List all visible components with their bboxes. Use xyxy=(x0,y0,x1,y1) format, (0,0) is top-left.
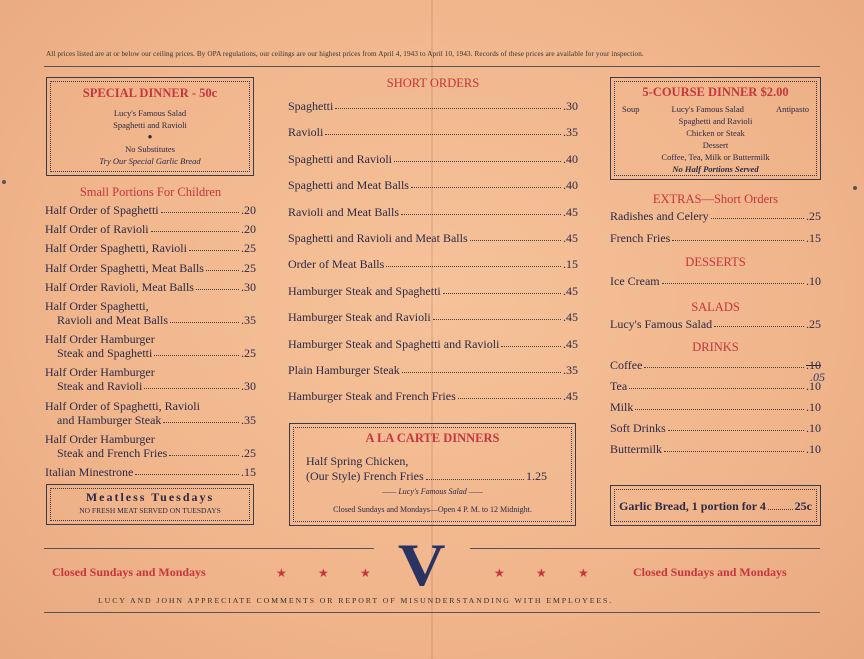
leader-dots xyxy=(206,270,239,271)
menu-item xyxy=(288,205,578,219)
star-icon: ★ xyxy=(276,566,287,580)
menu-item-price: .25 xyxy=(241,445,256,460)
menu-item xyxy=(288,337,578,351)
menu-item-price: .40 xyxy=(563,178,578,193)
menu-item-label: Half Order Spaghetti, Meat Balls xyxy=(45,260,204,275)
footer-message: LUCY AND JOHN APPRECIATE COMMENTS OR REPORT OF MISUNDERSTANDING WITH EMPLOYEES. xyxy=(98,596,614,605)
menu-item-label: Half Order Spaghetti, Ravioli xyxy=(45,241,187,256)
edge-mark-right xyxy=(853,186,857,190)
menu-item-price: .10 xyxy=(806,379,821,393)
leader-dots xyxy=(714,326,804,327)
menu-item xyxy=(45,432,256,460)
menu-item-price: .20 xyxy=(241,222,256,237)
menu-item xyxy=(610,442,821,456)
menu-item-price: .15 xyxy=(806,231,821,245)
meatless-box xyxy=(46,484,254,525)
menu-item xyxy=(45,280,256,294)
leader-dots xyxy=(635,409,804,410)
menu-item-label: Tea xyxy=(610,379,628,393)
star-icon: ★ xyxy=(494,566,505,580)
victory-v-mark: V xyxy=(397,532,446,598)
leader-dots xyxy=(163,422,239,423)
menu-item-label: Ravioli and Meat Balls xyxy=(288,204,399,219)
menu-item-label: Spaghetti xyxy=(288,99,334,113)
meatless-sub: NO FRESH MEAT SERVED ON TUESDAYS xyxy=(79,506,221,515)
footer-rule-bottom xyxy=(44,612,820,613)
salads-heading: SALADS xyxy=(691,300,740,314)
dash-left: —— xyxy=(382,487,397,496)
menu-item xyxy=(288,231,578,245)
footer-rule-right xyxy=(470,548,820,549)
five-course-box xyxy=(610,77,821,180)
menu-item xyxy=(288,152,578,166)
menu-item-label: Spaghetti and Ravioli xyxy=(288,151,392,166)
menu-item-price: .45 xyxy=(563,336,578,351)
five-course-line4: Dessert xyxy=(702,140,729,150)
menu-item xyxy=(45,241,256,255)
menu-item-price: .45 xyxy=(563,283,578,298)
menu-item-label: Steak and French Fries xyxy=(57,445,168,460)
menu-item xyxy=(288,257,578,271)
opa-notice: All prices listed are at or below our ceiling prices. By OPA regulations, our ceilings are our highest prices from April 4, 1943 to April 10, 1943. Records of these prices are available for your inspection. xyxy=(46,50,644,58)
menu-item-label: Half Order of Spaghetti xyxy=(45,203,159,217)
menu-item xyxy=(610,358,821,372)
leader-dots xyxy=(401,214,561,215)
menu-item-price: .15 xyxy=(563,257,578,272)
menu-item xyxy=(45,365,256,393)
menu-item-label-line1: Half Order Hamburger xyxy=(45,431,155,446)
menu-item-price: .10 xyxy=(806,274,821,288)
alacarte-price: 1.25 xyxy=(526,469,547,483)
menu-item-price: .25 xyxy=(241,241,256,256)
menu-item-price: .45 xyxy=(563,230,578,245)
menu-item-price: .40 xyxy=(563,151,578,166)
five-course-title: 5-COURSE DINNER $2.00 xyxy=(642,85,789,99)
garlic-bread-item xyxy=(619,499,812,514)
leader-dots xyxy=(433,319,561,320)
five-course-line5: Coffee, Tea, Milk or Buttermilk xyxy=(661,152,770,162)
menu-item-label: Radishes and Celery xyxy=(610,209,709,223)
menu-item xyxy=(45,465,256,479)
edge-mark-left xyxy=(2,180,6,184)
alacarte-label: (Our Style) French Fries xyxy=(306,469,424,483)
five-course-line2: Spaghetti and Ravioli xyxy=(678,116,753,126)
menu-item-line2 xyxy=(45,313,256,327)
handwritten-price-note: .05 xyxy=(810,370,825,384)
leader-dots xyxy=(154,355,239,356)
menu-item-price: .25 xyxy=(241,260,256,275)
menu-item xyxy=(45,299,256,327)
menu-item-label: Soft Drinks xyxy=(610,421,666,435)
menu-item-label-line1: Half Order of Spaghetti, Ravioli xyxy=(45,398,200,413)
menu-item-price: .45 xyxy=(563,389,578,404)
menu-item xyxy=(45,203,256,217)
top-rule xyxy=(44,66,820,67)
leader-dots xyxy=(169,455,239,456)
menu-item xyxy=(288,363,578,377)
menu-item-line2 xyxy=(45,446,256,460)
menu-item-price: .35 xyxy=(563,125,578,140)
short-orders-section xyxy=(288,76,578,416)
leader-dots xyxy=(768,509,793,510)
children-heading: Small Portions For Children xyxy=(79,185,222,199)
menu-item-price: .20 xyxy=(241,203,256,217)
leader-dots xyxy=(394,161,561,162)
menu-item-label: Plain Hamburger Steak xyxy=(288,362,400,377)
leader-dots xyxy=(470,240,561,241)
meatless-title: Meatless Tuesdays xyxy=(85,490,215,504)
menu-item-label: Ravioli and Meat Balls xyxy=(57,312,168,327)
leader-dots xyxy=(135,474,239,475)
leader-dots xyxy=(426,479,524,480)
short-orders-heading: SHORT ORDERS xyxy=(386,76,480,90)
menu-item-price: .35 xyxy=(241,312,256,327)
garlic-bread-price: 25c xyxy=(794,499,812,513)
alacarte-hours: Closed Sundays and Mondays—Open 4 P. M. to 12 Midnight. xyxy=(333,505,532,514)
menu-item-label: Coffee xyxy=(610,358,643,372)
menu-item-label: Hamburger Steak and Spaghetti and Ravioli xyxy=(288,336,500,351)
right-column xyxy=(610,192,821,463)
menu-item-label: Steak and Spaghetti xyxy=(57,346,153,361)
leader-dots xyxy=(458,398,561,399)
menu-item-price: .10 xyxy=(806,400,821,414)
menu-item-price: .30 xyxy=(563,99,578,113)
alacarte-box xyxy=(289,423,576,526)
menu-item xyxy=(610,421,821,435)
leader-dots xyxy=(161,212,239,213)
footer-rule-left xyxy=(44,548,374,549)
leader-dots xyxy=(196,289,239,290)
menu-item-label: and Hamburger Steak xyxy=(57,412,162,427)
leader-dots xyxy=(644,367,804,368)
menu-item-label: Ice Cream xyxy=(610,274,660,288)
star-icon: ★ xyxy=(536,566,547,580)
menu-item xyxy=(288,310,578,324)
bullet-icon: ● xyxy=(147,132,153,141)
menu-item-price: .35 xyxy=(241,412,256,427)
menu-item-label: Hamburger Steak and Ravioli xyxy=(288,310,431,325)
menu-item xyxy=(610,209,821,223)
menu-item-label: Milk xyxy=(610,400,634,414)
menu-item-label: French Fries xyxy=(610,231,671,245)
closed-notice-right: Closed Sundays and Mondays xyxy=(633,565,787,579)
special-line4: Try Our Special Garlic Bread xyxy=(99,156,201,166)
five-course-salad: Lucy's Famous Salad xyxy=(671,104,744,114)
leader-dots xyxy=(662,283,804,284)
menu-item xyxy=(610,400,821,414)
drinks-heading: DRINKS xyxy=(692,340,739,354)
menu-item xyxy=(288,178,578,192)
menu-item-label: Hamburger Steak and Spaghetti xyxy=(288,283,441,298)
menu-item-label: Spaghetti and Meat Balls xyxy=(288,178,409,193)
leader-dots xyxy=(189,250,239,251)
menu-item-line2 xyxy=(45,413,256,427)
menu-item-label: Half Order of Ravioli xyxy=(45,222,149,237)
leader-dots xyxy=(144,388,239,389)
menu-item xyxy=(288,125,578,139)
leader-dots xyxy=(170,322,239,323)
menu-item-label: Buttermilk xyxy=(610,442,662,456)
menu-item-label: Order of Meat Balls xyxy=(288,257,385,272)
leader-dots xyxy=(151,231,239,232)
menu-item xyxy=(45,222,256,236)
menu-item-label: Lucy's Famous Salad xyxy=(610,317,713,331)
dash-right: —— xyxy=(468,487,483,496)
five-course-line1 xyxy=(611,103,820,115)
menu-item-label-line1: Half Order Hamburger xyxy=(45,332,155,347)
leader-dots xyxy=(629,388,804,389)
menu-item-price: .35 xyxy=(563,362,578,377)
leader-dots xyxy=(672,240,804,241)
leader-dots xyxy=(668,430,804,431)
menu-item xyxy=(288,99,578,113)
menu-item xyxy=(288,389,578,403)
alacarte-salad: Lucy's Famous Salad xyxy=(398,487,467,496)
menu-item xyxy=(288,284,578,298)
five-course-line6: No Half Portions Served xyxy=(672,164,759,174)
five-course-soup: Soup xyxy=(622,104,640,114)
menu-item xyxy=(45,332,256,360)
menu-item-price: .10 xyxy=(806,358,821,372)
menu-item xyxy=(610,317,821,331)
menu-item-price: .25 xyxy=(806,209,821,223)
alacarte-salad-line xyxy=(302,486,563,498)
menu-item-label-line1: Half Order Spaghetti, xyxy=(45,298,149,313)
menu-item-line2 xyxy=(45,346,256,360)
leader-dots xyxy=(335,108,561,109)
leader-dots xyxy=(386,266,561,267)
menu-item xyxy=(610,274,821,288)
menu-item-label: Ravioli xyxy=(288,125,324,140)
menu-item xyxy=(45,261,256,275)
menu-item xyxy=(610,231,821,245)
closed-notice-left: Closed Sundays and Mondays xyxy=(52,565,206,579)
garlic-bread-box xyxy=(610,485,821,526)
star-icon: ★ xyxy=(360,566,371,580)
menu-item-price: .45 xyxy=(563,204,578,219)
special-dinner-title: SPECIAL DINNER - 50c xyxy=(82,86,218,100)
alacarte-title: A LA CARTE DINNERS xyxy=(365,431,500,445)
menu-item xyxy=(610,379,821,393)
children-section xyxy=(45,185,256,484)
leader-dots xyxy=(411,187,561,188)
menu-item-label: Steak and Ravioli xyxy=(57,379,143,394)
special-line1: Lucy's Famous Salad xyxy=(113,108,187,118)
alacarte-item xyxy=(302,469,563,484)
extras-heading: EXTRAS—Short Orders xyxy=(652,192,779,206)
menu-item-price: .45 xyxy=(563,310,578,325)
menu-item-line2 xyxy=(45,379,256,393)
star-icon: ★ xyxy=(578,566,589,580)
menu-item-label-line1: Half Order Hamburger xyxy=(45,365,155,380)
alacarte-line1: Half Spring Chicken, xyxy=(306,454,409,468)
menu-item-label: Spaghetti and Ravioli and Meat Balls xyxy=(288,230,468,245)
five-course-line3: Chicken or Steak xyxy=(686,128,745,138)
menu-item-label: Italian Minestrone xyxy=(45,464,134,479)
menu-item-price: .15 xyxy=(241,464,256,479)
leader-dots xyxy=(501,346,561,347)
menu-item-label: Hamburger Steak and French Fries xyxy=(288,389,456,404)
special-line2: Spaghetti and Ravioli xyxy=(113,120,187,130)
leader-dots xyxy=(325,134,561,135)
leader-dots xyxy=(443,293,561,294)
menu-item-price: .25 xyxy=(806,317,821,331)
menu-item-price: .30 xyxy=(241,379,256,394)
leader-dots xyxy=(711,218,804,219)
menu-item-price: .10 xyxy=(806,442,821,456)
special-dinner-box xyxy=(46,77,254,176)
five-course-antipasto: Antipasto xyxy=(775,104,809,114)
menu-item-label: Half Order Ravioli, Meat Balls xyxy=(45,279,194,294)
leader-dots xyxy=(402,372,561,373)
desserts-heading: DESSERTS xyxy=(685,255,746,269)
star-icon: ★ xyxy=(318,566,329,580)
garlic-bread-label: Garlic Bread, 1 portion for 4 xyxy=(619,499,766,513)
menu-item xyxy=(45,399,256,427)
menu-item-price: .30 xyxy=(241,279,256,294)
leader-dots xyxy=(664,451,804,452)
menu-item-price: .25 xyxy=(241,346,256,361)
special-line3: No Substitutes xyxy=(125,144,175,154)
menu-item-price: .10 xyxy=(806,421,821,435)
